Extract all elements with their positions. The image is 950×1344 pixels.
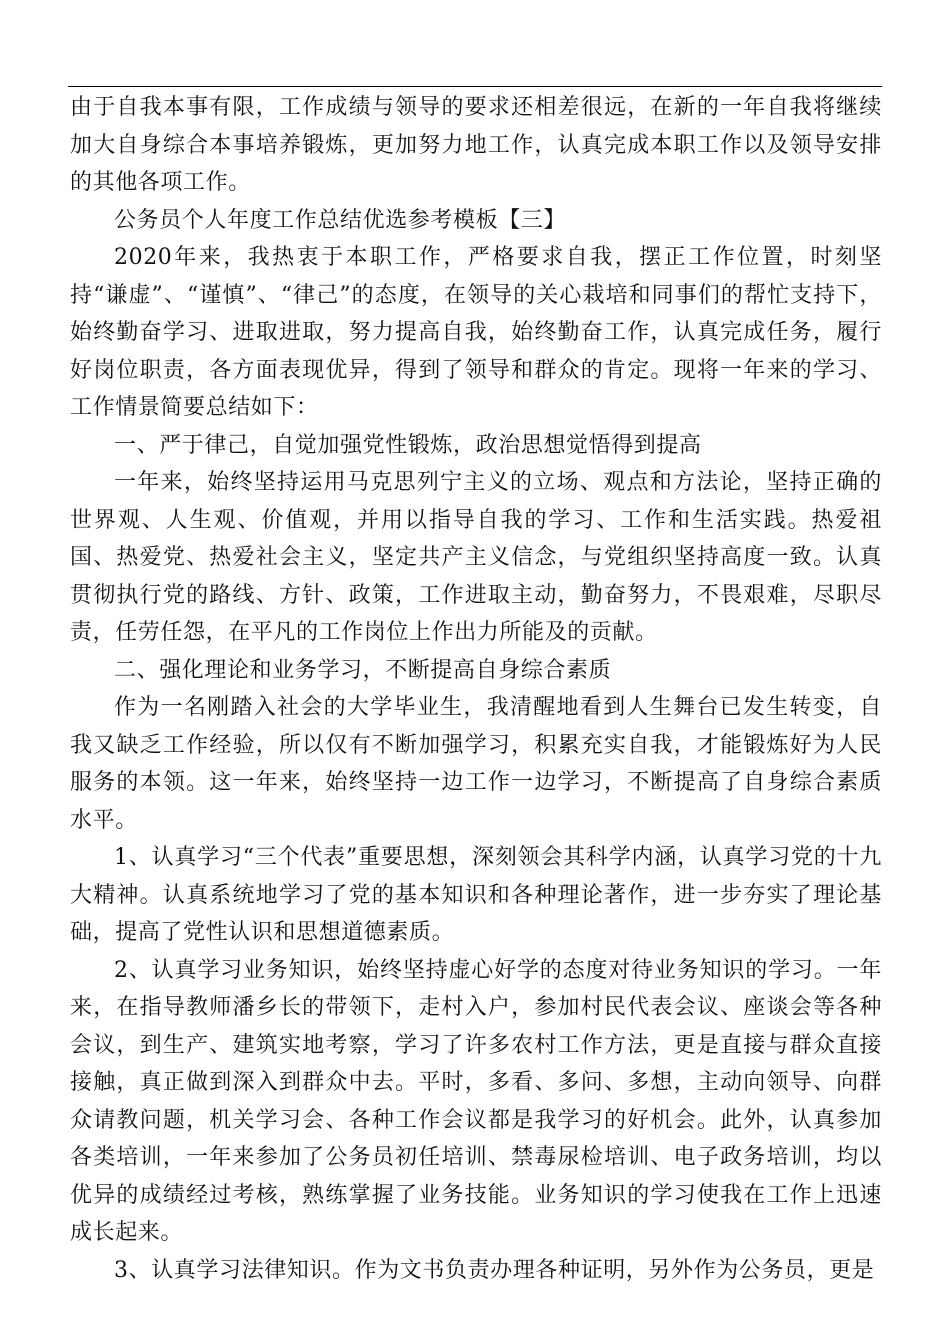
paragraph-political: 一年来，始终坚持运用马克思列宁主义的立场、观点和方法论，坚持正确的世界观、人生观、价值观，并用以指导自我的学习、工作和生活实践。热爱祖国、热爱党、热爱社会主义，坚定共产主义信念，与党组织坚持高度一致。认真贯彻执行党的路线、方针、政策，工作进取主动，勤奋努力，不畏艰难，尽职尽责，任劳任怨，在平凡的工作岗位上作出力所能及的贡献。 xyxy=(70,470,882,645)
paragraph-1: 由于自我本事有限，工作成绩与领导的要求还相差很远，在新的一年自我将继续加大自身综合本事培养锻炼，更加努力地工作，认真完成本职工作以及领导安排的其他各项工作。 xyxy=(70,95,882,195)
paragraph-intro-2020: 2020年来，我热衷于本职工作，严格要求自我，摆正工作位置，时刻坚持“谦虚”、“谨慎”、“律己”的态度，在领导的关心栽培和同事们的帮忙支持下，始终勤奋学习、进取进取，努力提高自我，始终勤奋工作，认真完成任务，履行好岗位职责，各方面表现优异，得到了领导和群众的肯定。现将一年来的学习、工作情景简要总结如下： xyxy=(70,245,882,420)
document-body xyxy=(70,89,882,1289)
item-2-business: 2、认真学习业务知识，始终坚持虚心好学的态度对待业务知识的学习。一年来，在指导教师潘乡长的带领下，走村入户，参加村民代表会议、座谈会等各种会议，到生产、建筑实地考察，学习了许多农村工作方法，更是直接与群众直接接触，真正做到深入到群众中去。平时，多看、多问、多想，主动向领导、向群众请教问题，机关学习会、各种工作会议都是我学习的好机会。此外，认真参加各类培训，一年来参加了公务员初任培训、禁毒尿检培训、电子政务培训，均以优异的成绩经过考核，熟练掌握了业务技能。业务知识的学习使我在工作上迅速成长起来。 xyxy=(70,957,882,1245)
paragraph-graduate: 作为一名刚踏入社会的大学毕业生，我清醒地看到人生舞台已发生转变，自我又缺乏工作经验，所以仅有不断加强学习，积累充实自我，才能锻炼好为人民服务的本领。这一年来，始终坚持一边工作一边学习，不断提高了自身综合素质水平。 xyxy=(70,695,882,833)
section-title-three: 公务员个人年度工作总结优选参考模板【三】 xyxy=(114,207,567,233)
heading-two: 二、强化理论和业务学习，不断提高自身综合素质 xyxy=(114,657,612,683)
item-3-law: 3、认真学习法律知识。作为文书负责办理各种证明，另外作为公务员，更是 xyxy=(114,1257,875,1283)
header-rule xyxy=(68,86,882,87)
item-1-theory: 1、认真学习“三个代表”重要思想，深刻领会其科学内涵，认真学习党的十九大精神。认真系统地学习了党的基本知识和各种理论著作，进一步夯实了理论基础，提高了党性认识和思想道德素质。 xyxy=(70,845,882,945)
heading-one: 一、严于律己，自觉加强党性锻炼，政治思想觉悟得到提高 xyxy=(114,432,702,458)
